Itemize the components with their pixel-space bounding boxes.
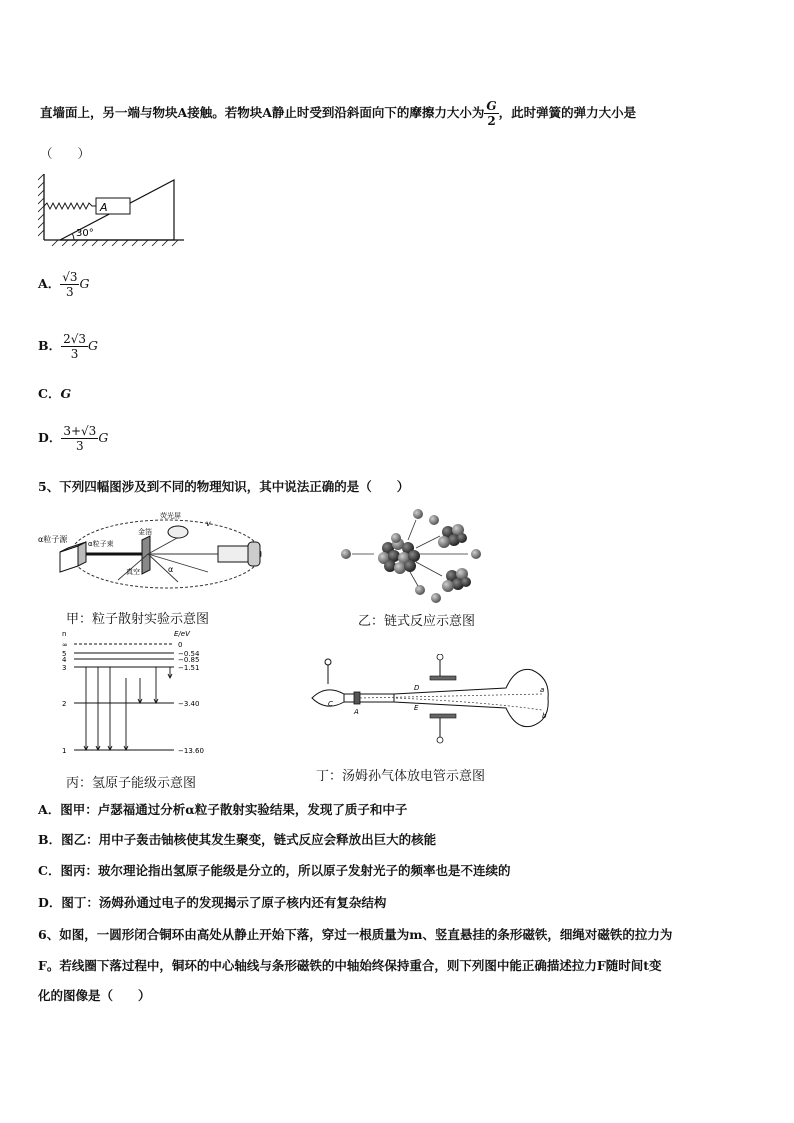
frac-num: 3+√3 [63,424,97,438]
label-vacuum: 真空 [126,568,140,576]
energy-level-e: −1.51 [178,664,200,672]
q4-option-a[interactable] [38,270,89,299]
neutron-incoming [341,549,351,559]
energy-level-e: −0.85 [178,656,200,664]
q4-option-b[interactable] [38,332,98,361]
q4-stem-pre: 直墙面上，另一端与物块A接触。若物块A静止时受到沿斜面向下的摩擦力大小为 [40,105,485,120]
label-point-a: a [540,686,545,694]
caption-ding: 丁：汤姆孙气体放电管示意图 [316,769,486,784]
frac-num: 2√3 [63,332,86,346]
option-letter: D． [38,895,62,910]
q6-line-3: 化的图像是（ ） [38,988,151,1003]
anode-a [354,692,360,704]
option-letter: B． [38,832,62,847]
option-tail: G [88,338,98,353]
energy-level-n: 5 [62,650,67,658]
fluorescent-screen [168,526,188,538]
frac-den: 3 [66,285,74,299]
energy-level-e: 0 [178,641,183,649]
label-source: α粒子源 [38,535,68,544]
frac-den: 3 [76,439,84,453]
option-letter: A． [38,276,61,291]
e-axis-label: E/eV [174,630,190,638]
wall-hatch [38,174,44,236]
option-letter: A． [38,802,61,817]
frac-num: √3 [62,270,78,284]
q5-option-a[interactable] [38,802,407,818]
option-letter: C． [38,863,61,878]
fission-fragment-2 [442,568,471,592]
energy-level-e: −0.54 [178,650,200,658]
option-text: 图乙：用中子轰击铀核使其发生聚变，链式反应会释放出巨大的核能 [61,832,437,847]
q5-option-d[interactable] [38,895,386,911]
label-d: D [414,684,420,692]
energy-level-n: ∞ [62,641,68,649]
microscope-eyepiece [248,542,260,566]
transition-arrows [84,667,172,750]
uranium-nucleus [378,533,420,574]
q6-line-2: F。若线圈下落过程中，铜环的中心轴线与条形磁铁的中轴始终保持重合，则下列图中能正确描述拉力F随时间t变 [38,958,662,973]
q4-incline-figure [38,170,188,246]
q5-stem: 5、下列四幅图涉及到不同的物理知识，其中说法正确的是（ ） [38,479,410,494]
option-letter: B． [38,338,62,353]
n-axis-label: n [62,630,67,638]
energy-levels [62,641,204,755]
label-e: E [414,704,419,712]
q4-frac-num: G [486,99,497,113]
q5-option-c[interactable] [38,863,510,879]
option-tail: G [98,430,109,445]
ground-hatch [52,240,178,246]
label-foil: 金箔 [138,528,152,536]
block-a-label: A [100,201,108,214]
q4-option-d[interactable] [38,424,108,453]
spring [44,203,96,209]
frac-den: 3 [70,347,79,361]
q4-paren: （ ） [40,146,91,161]
option-letter: D． [38,430,62,445]
alpha-scattering-figure [38,508,268,604]
caption-yi: 乙：链式反应示意图 [358,614,476,629]
q6-line-1: 6、如图，一圆形闭合铜环由高处从静止开始下落，穿过一根质量为m、竖直悬挂的条形磁铁，细绳对磁铁的拉力为 [38,927,673,942]
plate-d [430,676,456,680]
q4-stem-post: ，此时弹簧的弹力大小是 [498,105,637,120]
q4-option-c[interactable] [38,386,71,402]
q4-frac-den: 2 [487,114,496,128]
energy-level-n: 3 [62,664,67,672]
label-alpha: α [168,565,174,574]
chain-reaction-figure [336,504,486,604]
energy-level-n: 2 [62,700,67,708]
energy-level-n: 1 [62,747,67,755]
beam-path-a [360,694,542,698]
option-text: 图丁：汤姆孙通过电子的发现揭示了原子核内还有复杂结构 [61,895,387,910]
option-tail: G [79,276,90,291]
caption-bing: 丙：氢原子能级示意图 [66,776,197,791]
microscope-body [218,546,248,562]
option-text: 图丙：玻尔理论指出氢原子能级是分立的，所以原子发射光子的频率也是不连续的 [60,863,511,878]
fission-fragment-1 [438,524,467,548]
angle-arc [73,234,75,240]
option-text: G [60,386,72,401]
angle-label: 30° [76,228,94,239]
q5-option-b[interactable] [38,832,436,848]
thomson-tube-figure [306,654,552,744]
label-c: C [328,700,333,708]
label-v: v [206,519,211,528]
plate-e [430,714,456,718]
energy-level-n: 4 [62,656,67,664]
energy-level-figure [60,626,230,760]
q4-stem-fraction [484,99,498,128]
label-screen: 荧光屏 [160,512,181,520]
label-point-b: b [542,712,547,720]
caption-jia: 甲：粒子散射实验示意图 [66,612,210,627]
q4-stem [40,99,636,128]
option-letter: C． [38,386,61,401]
energy-level-e: −3.40 [178,700,200,708]
source-box [60,546,78,572]
energy-level-e: −13.60 [178,747,204,755]
option-text: 图甲：卢瑟福通过分析α粒子散射实验结果，发现了质子和中子 [60,802,408,817]
label-a: A [354,708,359,716]
main-tube [394,669,548,726]
label-beam: α粒子束 [88,540,114,548]
